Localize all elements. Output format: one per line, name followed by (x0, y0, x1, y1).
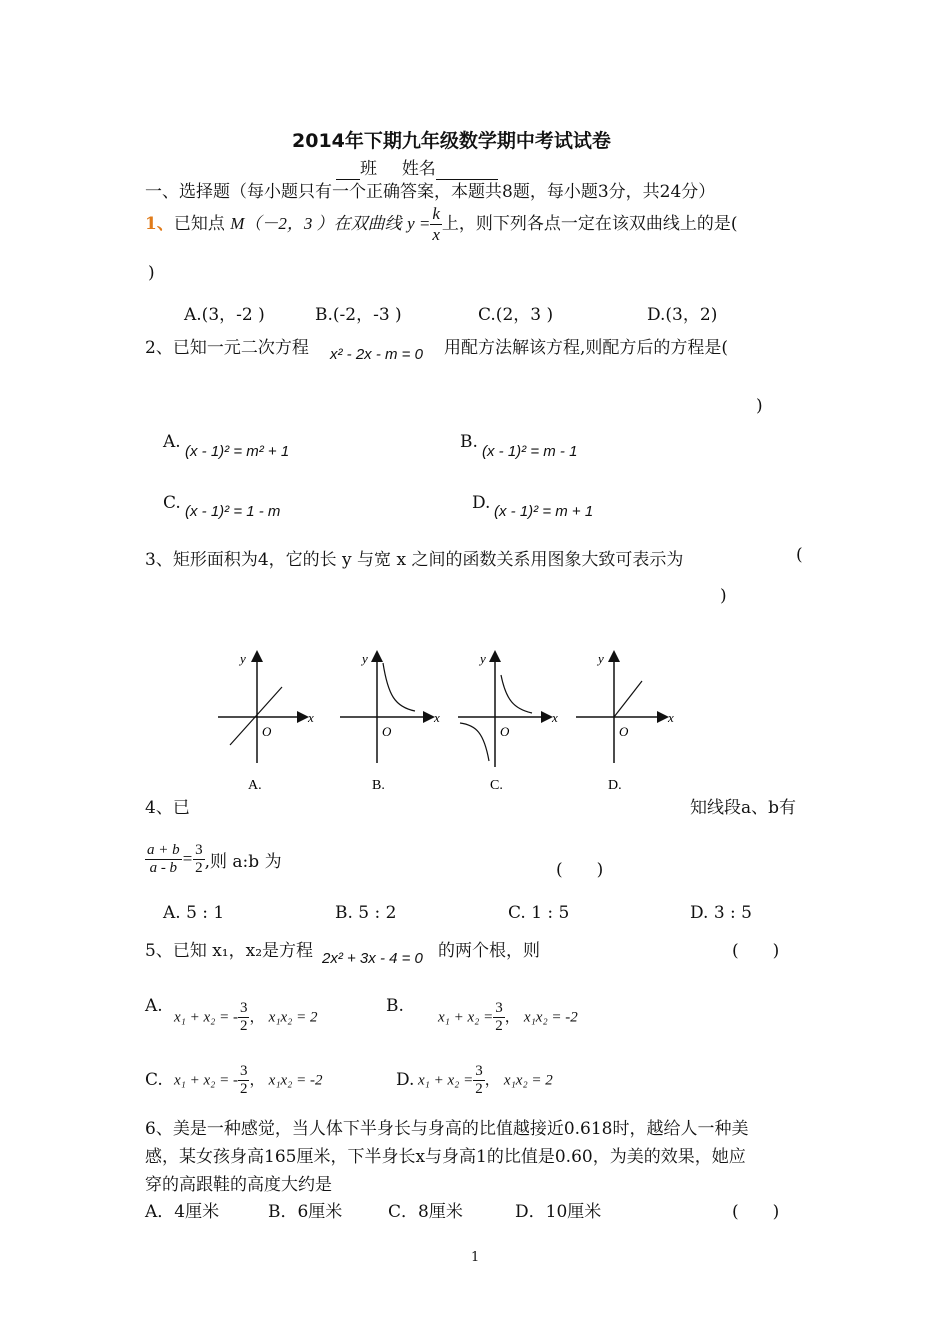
class-label: 班 (360, 159, 377, 179)
q4-expression: $\frac{a + b}{a - b}$ = $\frac{3}{2}$ ,则 a:b 为 (147, 842, 282, 876)
q2-option-b-label: B. (460, 432, 478, 452)
q2-option-a-expr: (x - 1)² = m² + 1 (185, 443, 290, 460)
q5-paren: ( ) (732, 941, 780, 961)
q4-frac-32 (193, 842, 205, 877)
graph-a-y-label: y (240, 651, 246, 666)
q5-d-frac (473, 1063, 485, 1098)
q1-option-a: A.(3，-2 ) (184, 305, 265, 325)
q1-frac-den: x (432, 225, 440, 244)
q2-option-d-expr: (x - 1)² = m + 1 (494, 503, 594, 520)
graph-a-x-label: x (308, 710, 314, 725)
q5-c-den: 2 (239, 1081, 248, 1097)
graph-b-origin: O (382, 724, 392, 739)
page-title: 2014年下期九年级数学期中考试试卷 (292, 130, 611, 152)
q1-option-b: B.(-2，-3 ) (315, 305, 402, 325)
q4-frac-num: a + b (147, 842, 180, 858)
q3-close-paren: ) (720, 586, 727, 606)
q2-equation: x² - 2x - m = 0 (330, 346, 423, 363)
q5-a-sum: x₁ + x₂ = - (174, 1009, 238, 1026)
q5-b-sum: x₁ + x₂ = (438, 1009, 494, 1026)
q4-frac2-den: 2 (195, 860, 203, 876)
q1-eq-lhs: y = (407, 214, 431, 233)
q5-option-a-label: A. (145, 996, 163, 1016)
question-1 (145, 204, 738, 245)
name-label: 姓名 (401, 159, 436, 179)
q5-d-prod: x₁x₂ = 2 (503, 1072, 553, 1089)
graph-b (340, 651, 440, 793)
q1-number: 1、 (145, 214, 174, 234)
q2-option-d-label: D. (472, 493, 491, 513)
q4-paren: ( ) (556, 860, 604, 880)
q4-text-b: 知线段a、b有 (690, 798, 797, 818)
q5-a-den: 2 (239, 1018, 248, 1034)
graph-a (218, 651, 314, 793)
q2-text-a: 2、已知一元二次方程 (145, 338, 309, 358)
graph-a-label: A. (248, 778, 262, 793)
q1-close-paren: ) (148, 263, 155, 283)
q1-text-a: 已知点 (173, 214, 225, 234)
q4-option-a: A. 5 : 1 (163, 903, 225, 923)
q5-option-b: x₁ + x₂ = $\frac{3}{2}$ ， x₁x₂ = -2 (438, 1000, 578, 1034)
q5-text-b: 的两个根，则 (438, 941, 540, 961)
q5-option-b-label: B. (386, 996, 404, 1016)
q5-b-den: 2 (495, 1018, 503, 1034)
q6-option-c: C．8厘米 (388, 1202, 463, 1222)
q1-option-c: C.(2，3 ) (478, 305, 554, 325)
graph-d (576, 651, 674, 793)
q5-option-c-label: C. (145, 1070, 163, 1090)
graph-c-label: C. (490, 778, 503, 793)
q2-close-paren: ) (756, 396, 763, 416)
q3-open-paren: ( (796, 545, 803, 565)
q6-option-d: D．10厘米 (515, 1202, 602, 1222)
q1-fraction (430, 204, 442, 245)
q4-frac-den: a - b (149, 860, 178, 876)
q1-frac-num: k (432, 204, 440, 223)
graph-c-x-label: x (552, 710, 558, 725)
graph-b-x-label: x (434, 710, 440, 725)
q5-c-prod: x₁x₂ = -2 (268, 1072, 323, 1089)
q3-text: 3、矩形面积为4，它的长 y 与宽 x 之间的函数关系用图象大致可表示为 (145, 550, 684, 570)
q6-line-2: 感，某女孩身高165厘米，下半身长x与身高1的比值是0.60，为美的效果，她应 (145, 1147, 746, 1167)
q5-c-sum: x₁ + x₂ = - (174, 1072, 238, 1089)
q5-option-c: x₁ + x₂ = - $\frac{3}{2}$ ， x₁x₂ = -2 (174, 1063, 323, 1097)
graph-b-y-label: y (362, 651, 368, 666)
q5-d-den: 2 (475, 1081, 483, 1097)
q5-a-num: 3 (239, 1000, 248, 1016)
q4-option-d: D. 3 : 5 (690, 903, 752, 923)
q5-c-num: 3 (239, 1063, 248, 1079)
q4-frac2-num: 3 (195, 842, 203, 858)
q4-option-c: C. 1 : 5 (508, 903, 570, 923)
q1-point: M（－2，3 ）在双曲线 (230, 214, 402, 233)
q2-option-c-label: C. (163, 493, 181, 513)
q5-equation: 2x² + 3x - 4 = 0 (322, 950, 423, 967)
q6-option-b: B．6厘米 (268, 1202, 343, 1222)
q5-b-prod: x₁x₂ = -2 (523, 1009, 578, 1026)
q4-frac-ab (145, 842, 182, 877)
graph-d-label: D. (608, 778, 622, 793)
q2-text-b: 用配方法解该方程,则配方后的方程是( (444, 338, 729, 358)
q6-paren: ( ) (732, 1202, 780, 1222)
graph-c (458, 651, 558, 793)
q4-text-a: 4、已 (145, 798, 190, 818)
q2-option-c-expr: (x - 1)² = 1 - m (185, 503, 281, 520)
q2-option-a-label: A. (163, 432, 181, 452)
q5-option-d: x₁ + x₂ = $\frac{3}{2}$ ， x₁x₂ = 2 (418, 1063, 553, 1097)
graph-a-origin: O (262, 724, 272, 739)
graph-d-x-label: x (668, 710, 674, 725)
q4-text-c: ,则 a:b 为 (204, 852, 282, 872)
q2-option-b-expr: (x - 1)² = m - 1 (482, 443, 578, 460)
graph-c-y-label: y (480, 651, 486, 666)
q5-c-frac (238, 1063, 250, 1098)
q5-b-frac (493, 1000, 505, 1035)
q6-line-1: 6、美是一种感觉，当人体下半身长与身高的比值越接近0.618时，越给人一种美 (145, 1119, 749, 1139)
graph-b-label: B. (372, 778, 385, 793)
section-heading: 一、选择题（每小题只有一个正确答案，本题共8题，每小题3分，共24分） (145, 182, 716, 202)
q5-option-d-label: D. (396, 1070, 415, 1090)
page-number: 1 (471, 1250, 480, 1265)
q6-line-3: 穿的高跟鞋的高度大约是 (145, 1175, 332, 1195)
graph-c-origin: O (500, 724, 510, 739)
q5-a-prod: x₁x₂ = 2 (268, 1009, 318, 1026)
graph-d-y-label: y (598, 651, 604, 666)
q5-b-num: 3 (495, 1000, 503, 1016)
q1-text-b: 上，则下列各点一定在该双曲线上的是( (441, 214, 738, 234)
q5-option-a: x₁ + x₂ = - $\frac{3}{2}$ ， x₁x₂ = 2 (174, 1000, 318, 1034)
graph-d-origin: O (619, 724, 629, 739)
q6-option-a: A．4厘米 (145, 1202, 220, 1222)
q1-option-d: D.(3，2) (647, 305, 718, 325)
q5-a-frac (238, 1000, 250, 1035)
q5-d-num: 3 (475, 1063, 483, 1079)
q5-text-a: 5、已知 x₁，x₂是方程 (145, 941, 314, 961)
q5-d-sum: x₁ + x₂ = (418, 1072, 474, 1089)
q3-graphs (210, 645, 680, 795)
q4-option-b: B. 5 : 2 (335, 903, 397, 923)
